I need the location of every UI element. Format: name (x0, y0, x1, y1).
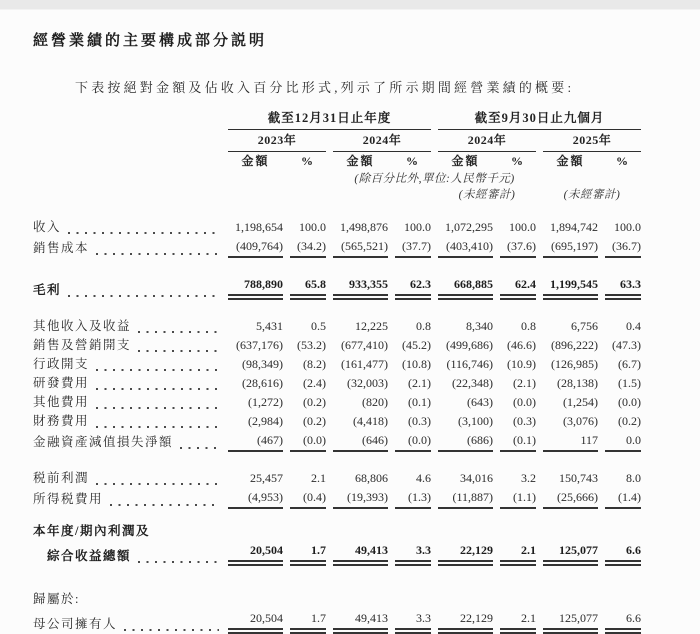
cell-value: (3,076) (563, 414, 598, 428)
cell-value: (0.2) (618, 414, 641, 428)
table-row (33, 509, 641, 541)
cell-value: (3,100) (458, 414, 493, 428)
dot-leader (96, 369, 219, 371)
cell-value: (126,985) (551, 357, 598, 371)
cell-value: 1.7 (290, 541, 326, 566)
cell-value: (686) (438, 431, 493, 452)
cell-value: (896,222) (551, 338, 598, 352)
cell-value: (0.0) (395, 431, 431, 452)
cell-value: 1,199,545 (543, 258, 598, 300)
year-header-2023: 2023年 (228, 130, 326, 152)
cell-value: 62.4 (500, 258, 536, 300)
column-header-row (33, 152, 641, 171)
year-header-2025-9m: 2025年 (543, 130, 641, 152)
cell-value (395, 509, 431, 541)
cell-value: (1.3) (395, 488, 431, 509)
table-header (33, 108, 641, 203)
dot-leader (96, 388, 219, 390)
cell-value: (1,254) (563, 395, 598, 409)
pct-header: % (406, 154, 420, 168)
cell-value: 3.3 (395, 609, 431, 634)
row-label: 行政開支 (33, 355, 221, 374)
cell-value: 125,077 (543, 609, 598, 634)
cell-value: 25,457 (250, 471, 283, 485)
cell-value: (0.1) (408, 395, 431, 409)
cell-value: (53.2) (297, 338, 326, 352)
pct-header: % (616, 154, 630, 168)
dot-leader (110, 504, 219, 506)
cell-value: 8,340 (466, 319, 493, 333)
table-body (33, 203, 641, 634)
table-row (33, 488, 641, 509)
cell-value: (1,272) (248, 395, 283, 409)
cell-value: (116,746) (446, 357, 493, 371)
dot-leader (96, 483, 219, 485)
document-page (0, 29, 700, 634)
cell-value: 100.0 (614, 220, 641, 234)
cell-value: (403,410) (438, 237, 493, 258)
cell-value: 668,885 (438, 258, 493, 300)
page-title: 經營業績的主要構成部分説明 (33, 33, 268, 49)
row-label: 綜合收益總額 (33, 541, 221, 566)
cell-value: (8.2) (303, 357, 326, 371)
year-header-row (33, 130, 641, 152)
cell-value (605, 509, 641, 541)
cell-value: 20,504 (228, 609, 283, 634)
cell-value: 0.0 (605, 431, 641, 452)
cell-value: (37.7) (395, 237, 431, 258)
header-spacer (33, 152, 221, 171)
dot-leader (68, 232, 219, 234)
dot-leader (124, 629, 219, 631)
cell-value: 22,129 (438, 609, 493, 634)
row-label: 其他費用 (33, 393, 221, 412)
dot-leader (68, 295, 219, 297)
period-group-nine-months: 截至9月30日止九個月 (438, 108, 641, 130)
results-table (26, 108, 648, 634)
scan-top-strip (0, 0, 700, 10)
cell-value: (46.6) (507, 338, 536, 352)
cell-value (500, 566, 536, 609)
table-row (33, 431, 641, 452)
cell-value: (98,349) (242, 357, 283, 371)
cell-value: (637,176) (236, 338, 283, 352)
cell-value: (499,686) (446, 338, 493, 352)
amount-header: 金額 (241, 154, 270, 168)
cell-value: 788,890 (228, 258, 283, 300)
cell-value (543, 509, 598, 541)
cell-value: (0.2) (303, 414, 326, 428)
header-spacer (33, 108, 221, 130)
cell-value: (0.3) (408, 414, 431, 428)
dot-leader (96, 426, 219, 428)
cell-value: 150,743 (559, 471, 598, 485)
table-row (33, 300, 641, 336)
cell-value: 1.7 (290, 609, 326, 634)
cell-value: (4,953) (228, 488, 283, 509)
year-header-2024-9m: 2024年 (438, 130, 536, 152)
cell-value: 6.6 (605, 609, 641, 634)
header-spacer (33, 130, 221, 152)
row-label: 銷售成本 (33, 237, 221, 258)
table-row (33, 203, 641, 237)
cell-value: (4,418) (353, 414, 388, 428)
unit-note: (除百分比外,單位:人民幣千元) (354, 173, 515, 185)
table-row (33, 374, 641, 393)
cell-value: (22,348) (452, 376, 493, 390)
dot-leader (138, 350, 219, 352)
amount-header: 金額 (346, 154, 375, 168)
cell-value: (2,984) (248, 414, 283, 428)
period-group-row (33, 108, 641, 130)
cell-value: 49,413 (333, 609, 388, 634)
cell-value: (565,521) (333, 237, 388, 258)
cell-value: (1.1) (500, 488, 536, 509)
cell-value: (2.4) (303, 376, 326, 390)
cell-value (333, 566, 388, 609)
cell-value: 22,129 (438, 541, 493, 566)
cell-value: 49,413 (333, 541, 388, 566)
cell-value: (0.0) (290, 431, 326, 452)
table-row (33, 412, 641, 431)
cell-value: (37.6) (500, 237, 536, 258)
cell-value: (646) (333, 431, 388, 452)
table-row (33, 452, 641, 488)
cell-value: 34,016 (460, 471, 493, 485)
cell-value (500, 509, 536, 541)
row-label: 歸屬於: (33, 592, 80, 606)
row-label: 所得税費用 (33, 488, 221, 509)
period-group-annual: 截至12月31日止年度 (228, 108, 431, 130)
dot-leader (96, 407, 219, 409)
intro-text: 下表按絕對金額及佔收入百分比形式,列示了所示期間經營業績的概要: (75, 80, 575, 95)
row-label: 財務費用 (33, 412, 221, 431)
cell-value: 1,894,742 (550, 220, 598, 234)
cell-value: 0.4 (626, 319, 641, 333)
cell-value (605, 566, 641, 609)
cell-value: (36.7) (605, 237, 641, 258)
cell-value (438, 509, 493, 541)
cell-value (290, 566, 326, 609)
cell-value: 3.2 (521, 471, 536, 485)
cell-value: (19,393) (333, 488, 388, 509)
cell-value: 6.6 (605, 541, 641, 566)
cell-value: (467) (228, 431, 283, 452)
row-label: 母公司擁有人 (33, 609, 221, 634)
cell-value: (0.0) (618, 395, 641, 409)
pct-header: % (511, 154, 525, 168)
header-spacer (543, 171, 641, 187)
dot-leader (96, 253, 219, 255)
dot-leader (180, 447, 219, 449)
cell-value: (0.4) (290, 488, 326, 509)
table-row (33, 393, 641, 412)
row-label: 本年度/期內利潤及 (33, 524, 150, 538)
cell-value: (409,764) (228, 237, 283, 258)
unit-note-row (33, 171, 641, 187)
cell-value: 1,498,876 (340, 220, 388, 234)
row-label: 金融資產減值損失淨額 (33, 431, 221, 452)
cell-value: (161,477) (341, 357, 388, 371)
table-row (33, 258, 641, 300)
cell-value: 3.3 (395, 541, 431, 566)
header-spacer (33, 171, 326, 187)
cell-value: (2.1) (513, 376, 536, 390)
cell-value: 4.6 (416, 471, 431, 485)
row-label: 收入 (33, 203, 221, 237)
cell-value: (0.1) (500, 431, 536, 452)
cell-value: 68,806 (355, 471, 388, 485)
dot-leader (138, 561, 219, 563)
year-header-2024: 2024年 (333, 130, 431, 152)
cell-value (543, 566, 598, 609)
cell-value (333, 509, 388, 541)
cell-value: 0.8 (416, 319, 431, 333)
cell-value: 62.3 (395, 258, 431, 300)
cell-value: 117 (543, 431, 598, 452)
cell-value (395, 566, 431, 609)
cell-value: (10.8) (402, 357, 431, 371)
cell-value (228, 509, 283, 541)
cell-value: (28,138) (557, 376, 598, 390)
cell-value: 125,077 (543, 541, 598, 566)
cell-value: (47.3) (612, 338, 641, 352)
cell-value: 0.8 (521, 319, 536, 333)
table-row (33, 336, 641, 355)
cell-value: 2.1 (311, 471, 326, 485)
amount-header: 金額 (556, 154, 585, 168)
cell-value: (820) (362, 395, 388, 409)
cell-value: (28,616) (242, 376, 283, 390)
dot-leader (138, 331, 219, 333)
cell-value: 12,225 (355, 319, 388, 333)
cell-value: 5,431 (256, 319, 283, 333)
cell-value: 100.0 (404, 220, 431, 234)
cell-value: 1,198,654 (235, 220, 283, 234)
unaudited-note-row (33, 187, 641, 203)
table-row (33, 541, 641, 566)
cell-value: (677,410) (341, 338, 388, 352)
table-row (33, 355, 641, 374)
row-label: 其他收入及收益 (33, 300, 221, 336)
cell-value: 100.0 (509, 220, 536, 234)
row-label: 税前利潤 (33, 452, 221, 488)
cell-value: (25,666) (543, 488, 598, 509)
cell-value: (1.4) (605, 488, 641, 509)
cell-value: 1,072,295 (445, 220, 493, 234)
cell-value (290, 509, 326, 541)
cell-value: (695,197) (543, 237, 598, 258)
unaudited-note: (未經審計) (563, 189, 621, 201)
table-row (33, 609, 641, 634)
cell-value: 63.3 (605, 258, 641, 300)
cell-value: (6.7) (618, 357, 641, 371)
pct-header: % (301, 154, 315, 168)
cell-value: (643) (467, 395, 493, 409)
row-label: 研發費用 (33, 374, 221, 393)
table-row (33, 566, 641, 609)
cell-value: 65.8 (290, 258, 326, 300)
cell-value: 100.0 (299, 220, 326, 234)
cell-value: (0.2) (303, 395, 326, 409)
amount-header: 金額 (451, 154, 480, 168)
cell-value (438, 566, 493, 609)
cell-value: (11,887) (438, 488, 493, 509)
cell-value: 20,504 (228, 541, 283, 566)
cell-value: 2.1 (500, 541, 536, 566)
cell-value: (0.0) (513, 395, 536, 409)
cell-value: 0.5 (311, 319, 326, 333)
cell-value: (45.2) (402, 338, 431, 352)
header-spacer (33, 187, 431, 203)
row-label: 毛利 (33, 258, 221, 300)
cell-value: (10.9) (507, 357, 536, 371)
unaudited-note: (未經審計) (458, 189, 516, 201)
cell-value: (2.1) (408, 376, 431, 390)
cell-value: (0.3) (513, 414, 536, 428)
row-label: 銷售及營銷開支 (33, 336, 221, 355)
cell-value: 933,355 (333, 258, 388, 300)
table-row (33, 237, 641, 258)
cell-value: (1.5) (618, 376, 641, 390)
cell-value: (32,003) (347, 376, 388, 390)
cell-value: 2.1 (500, 609, 536, 634)
cell-value: 6,756 (571, 319, 598, 333)
cell-value: (34.2) (290, 237, 326, 258)
cell-value (228, 566, 283, 609)
cell-value: 8.0 (626, 471, 641, 485)
